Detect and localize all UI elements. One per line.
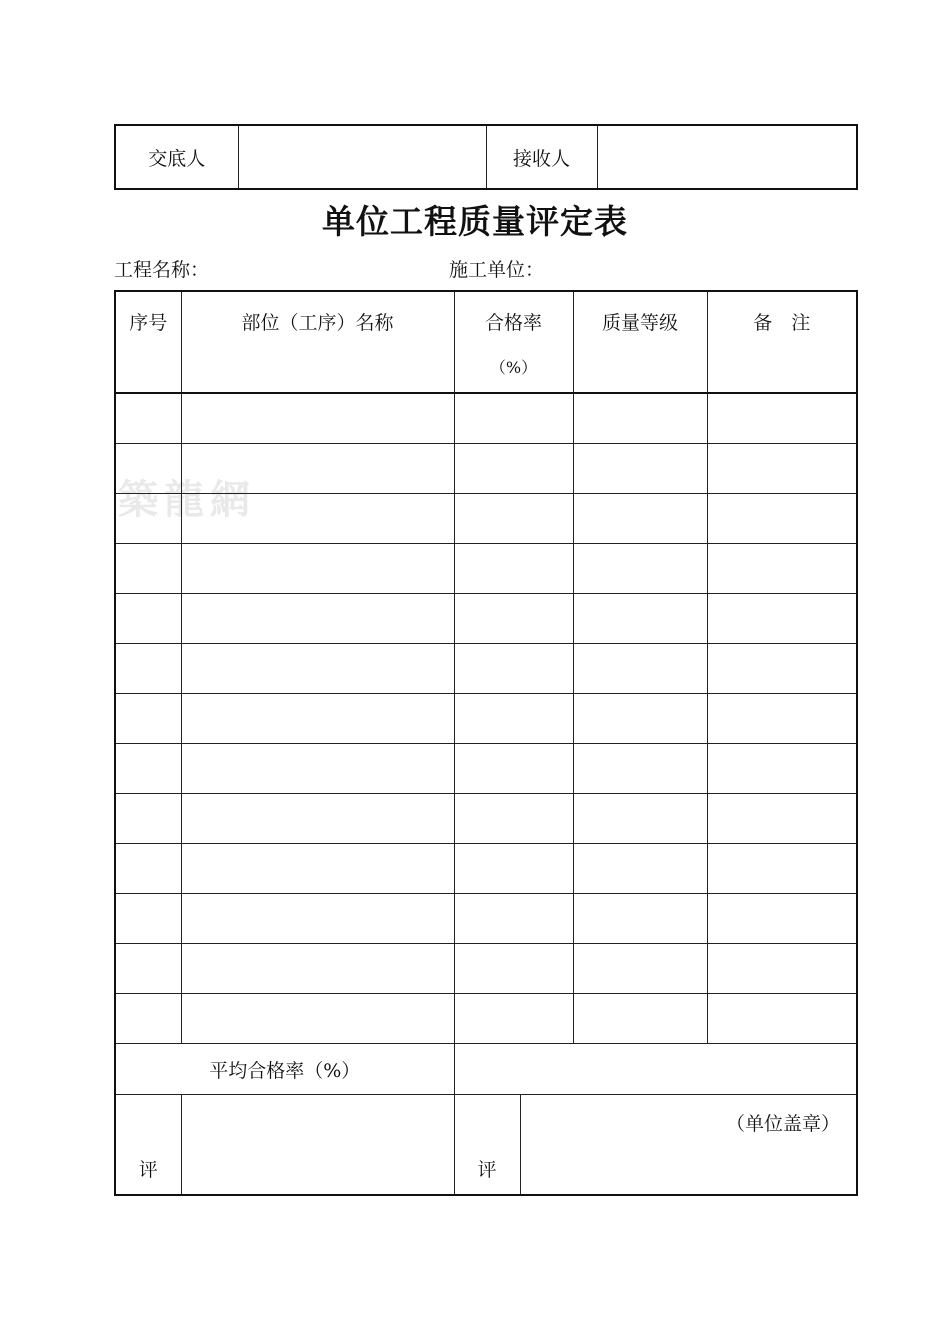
table-row: [115, 794, 857, 844]
pass-rate-cell[interactable]: [454, 844, 573, 894]
pass-rate-cell[interactable]: [454, 694, 573, 744]
part-name-cell[interactable]: [181, 544, 454, 594]
grade-cell[interactable]: [573, 994, 707, 1044]
table-row: [115, 444, 857, 494]
table-row: [115, 894, 857, 944]
table-row: [115, 944, 857, 994]
grade-cell[interactable]: [573, 544, 707, 594]
handover-table: [114, 124, 858, 190]
grade-cell[interactable]: [573, 393, 707, 444]
table-row: [115, 594, 857, 644]
remark-cell[interactable]: [707, 594, 857, 644]
pass-rate-cell[interactable]: [454, 994, 573, 1044]
grade-cell[interactable]: [573, 744, 707, 794]
grade-cell[interactable]: [573, 444, 707, 494]
part-name-cell[interactable]: [181, 444, 454, 494]
pass-rate-cell[interactable]: [454, 544, 573, 594]
remark-cell[interactable]: [707, 544, 857, 594]
watermark: 築龍網: [118, 476, 256, 523]
remark-cell[interactable]: [707, 494, 857, 544]
seq-cell[interactable]: [115, 494, 181, 544]
giver-value-field[interactable]: [238, 125, 486, 189]
table-row: [115, 544, 857, 594]
grade-cell[interactable]: [573, 844, 707, 894]
pass-rate-cell[interactable]: [454, 393, 573, 444]
pass-rate-cell[interactable]: [454, 494, 573, 544]
table-row: [115, 744, 857, 794]
grade-cell[interactable]: [573, 644, 707, 694]
seq-cell[interactable]: [115, 894, 181, 944]
part-name-cell[interactable]: [181, 644, 454, 694]
part-name-cell[interactable]: [181, 393, 454, 444]
seq-cell[interactable]: [115, 844, 181, 894]
seq-cell[interactable]: [115, 794, 181, 844]
table-row: [115, 994, 857, 1044]
grade-cell[interactable]: [573, 694, 707, 744]
table-row: [115, 694, 857, 744]
document-title: 单位工程质量评定表: [322, 202, 628, 241]
eval-left-label: 评: [115, 1095, 181, 1196]
header-pass-rate-unit: （%）: [489, 358, 538, 377]
remark-cell[interactable]: [707, 994, 857, 1044]
pass-rate-cell[interactable]: [454, 644, 573, 694]
seq-cell[interactable]: [115, 744, 181, 794]
grade-cell[interactable]: [573, 894, 707, 944]
table-row: [115, 844, 857, 894]
remark-cell[interactable]: [707, 844, 857, 894]
eval-left-field[interactable]: [181, 1095, 454, 1196]
pass-rate-cell[interactable]: [454, 944, 573, 994]
table-row: [115, 494, 857, 544]
remark-cell[interactable]: [707, 944, 857, 994]
evaluation-row: [115, 1095, 857, 1196]
part-name-cell[interactable]: [181, 594, 454, 644]
remark-cell[interactable]: [707, 644, 857, 694]
seq-cell[interactable]: [115, 994, 181, 1044]
seq-cell[interactable]: [115, 594, 181, 644]
remark-cell[interactable]: [707, 744, 857, 794]
pass-rate-cell[interactable]: [454, 744, 573, 794]
part-name-cell[interactable]: [181, 994, 454, 1044]
part-name-cell[interactable]: [181, 744, 454, 794]
part-name-cell[interactable]: [181, 694, 454, 744]
table-row: [115, 393, 857, 444]
grade-cell[interactable]: [573, 594, 707, 644]
pass-rate-cell[interactable]: [454, 794, 573, 844]
seq-cell[interactable]: [115, 393, 181, 444]
pass-rate-cell[interactable]: [454, 894, 573, 944]
header-part: 部位（工序）名称: [181, 291, 454, 393]
receiver-label: 接收人: [486, 125, 597, 189]
table-row: [115, 644, 857, 694]
seq-cell[interactable]: [115, 544, 181, 594]
pass-rate-cell[interactable]: [454, 444, 573, 494]
remark-cell[interactable]: [707, 444, 857, 494]
receiver-value-field[interactable]: [597, 125, 857, 189]
header-pass-rate: 合格率 （%）: [454, 291, 573, 393]
header-grade: 质量等级: [573, 291, 707, 393]
part-name-cell[interactable]: [181, 844, 454, 894]
header-seq: 序号: [115, 291, 181, 393]
part-name-cell[interactable]: [181, 494, 454, 544]
eval-right-label: 评: [454, 1095, 520, 1196]
grade-cell[interactable]: [573, 794, 707, 844]
average-row: [115, 1044, 857, 1095]
pass-rate-cell[interactable]: [454, 594, 573, 644]
project-name-label: 工程名称：: [114, 259, 210, 281]
remark-cell[interactable]: [707, 894, 857, 944]
seq-cell[interactable]: [115, 944, 181, 994]
grade-cell[interactable]: [573, 944, 707, 994]
seq-cell[interactable]: [115, 644, 181, 694]
average-value-field[interactable]: [454, 1044, 857, 1095]
stamp-label: （单位盖章）: [726, 1113, 841, 1135]
header-remark: 备 注: [707, 291, 857, 393]
part-name-cell[interactable]: [181, 944, 454, 994]
remark-cell[interactable]: [707, 393, 857, 444]
header-row: [115, 291, 857, 393]
quality-assessment-table: [114, 290, 858, 1196]
remark-cell[interactable]: [707, 794, 857, 844]
seq-cell[interactable]: [115, 694, 181, 744]
average-label: 平均合格率（%）: [115, 1044, 454, 1095]
remark-cell[interactable]: [707, 694, 857, 744]
grade-cell[interactable]: [573, 494, 707, 544]
part-name-cell[interactable]: [181, 794, 454, 844]
part-name-cell[interactable]: [181, 894, 454, 944]
giver-label: 交底人: [115, 125, 238, 189]
stamp-field[interactable]: [520, 1095, 857, 1196]
seq-cell[interactable]: [115, 444, 181, 494]
builder-label: 施工单位：: [449, 259, 545, 281]
